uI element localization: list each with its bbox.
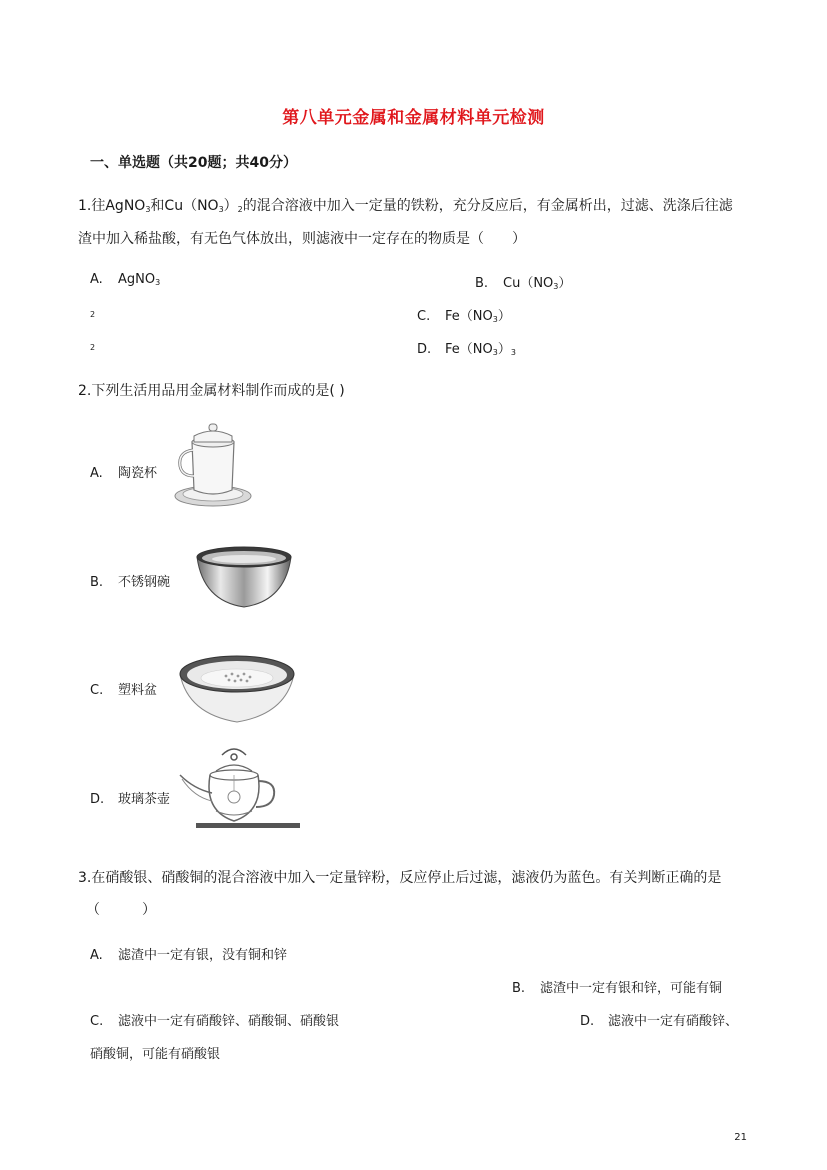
q2-option-d: D. 玻璃茶壶 — [90, 792, 171, 807]
stray-subscript: 2 — [90, 310, 96, 319]
q2-option-b: B. 不锈钢碗 — [90, 575, 171, 590]
question-3-line-2: （ ） — [86, 902, 156, 918]
stray-subscript: 2 — [90, 343, 96, 352]
page-title: 第八单元金属和金属材料单元检测 — [282, 108, 545, 128]
q2-option-a: A. 陶瓷杯 — [90, 466, 158, 481]
plastic-basin-icon — [176, 652, 298, 726]
glass-teapot-icon — [176, 745, 302, 833]
question-3-line-1: 3.在硝酸银、硝酸铜的混合溶液中加入一定量锌粉，反应停止后过滤，滤液仍为蓝色。有关判断正确的是 — [78, 870, 722, 886]
q1-option-a: A. AgNO$_3$ — [90, 272, 161, 287]
question-1-line-2: 渣中加入稀盐酸，有无色气体放出，则滤液中一定存在的物质是（ ） — [78, 231, 526, 247]
q3-option-d: D. 滤液中一定有硝酸锌、 — [580, 1014, 739, 1029]
q2-option-c: C. 塑料盆 — [90, 683, 158, 698]
question-2: 2.下列生活用品用金属材料制作而成的是( ) — [78, 383, 345, 399]
porcelain-cup-icon — [172, 420, 254, 510]
q3-option-d-continued: 硝酸铜，可能有硝酸银 — [90, 1047, 221, 1062]
q3-option-a: A. 滤渣中一定有银，没有铜和锌 — [90, 948, 288, 963]
page-number: 21 — [734, 1132, 747, 1143]
q1-option-d: D. $Fe(NO_3)_3$ — [417, 342, 516, 357]
q1-option-b: B. $Cu(NO_3)$ — [475, 276, 572, 291]
steel-bowl-icon — [193, 543, 295, 613]
q1-option-c: C. $Fe(NO_3)$ — [417, 309, 511, 324]
q3-option-b: B. 滤渣中一定有银和锌，可能有铜 — [512, 981, 723, 996]
question-1-line-1: 1.往AgNO$_3$和$Cu(NO_3)_2$的混合溶液中加入一定量的铁粉，充分反应后，有金属析出，过滤、洗涤后往滤 — [78, 198, 733, 214]
q3-option-c: C. 滤液中一定有硝酸锌、硝酸铜、硝酸银 — [90, 1014, 340, 1029]
section-heading: 一、单选题（共20题；共40分） — [90, 155, 297, 171]
